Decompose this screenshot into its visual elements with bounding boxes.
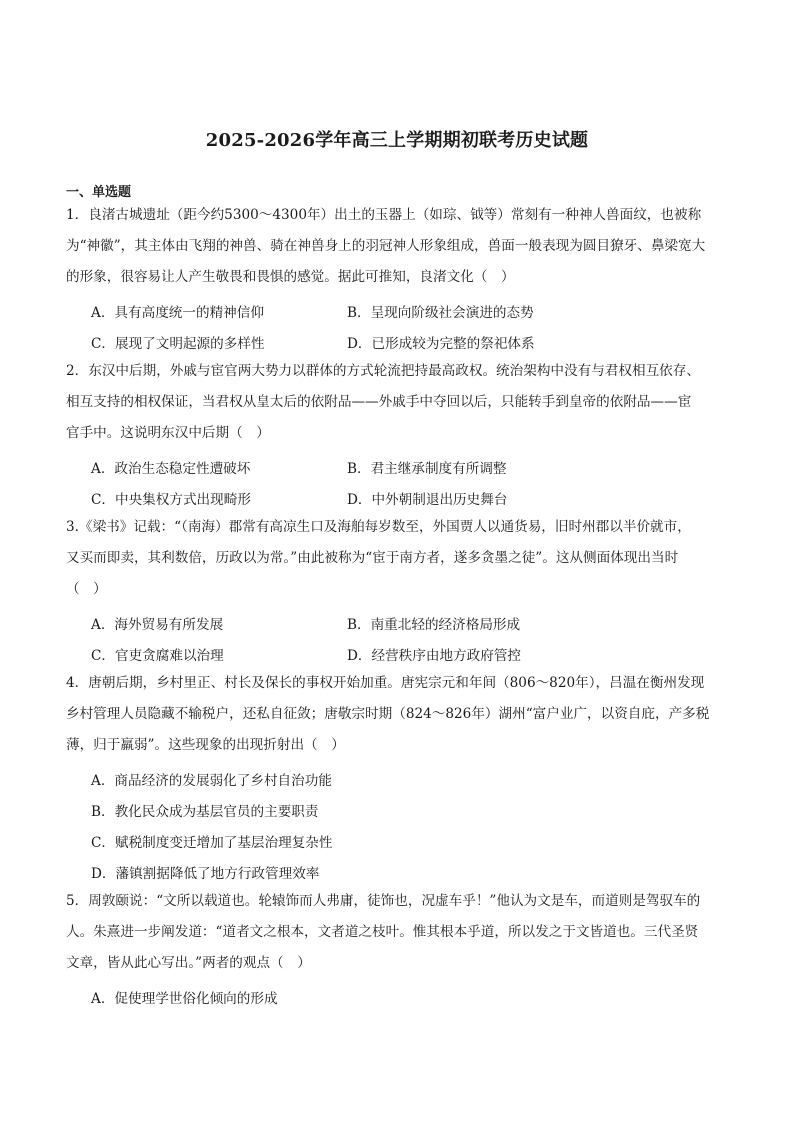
question-1-line-1: 1．良渚古城遗址（距今约5300～4300年）出土的玉器上（如琮、钺等）常刻有一种神人兽面纹，也被称: [66, 207, 702, 223]
question-3-line-3: （ ）: [66, 581, 107, 597]
question-2-option-d: D．中外朝制退出历史舞台: [347, 492, 508, 508]
question-5-option-a: A．促使理学世俗化倾向的形成: [91, 991, 278, 1007]
question-4-option-c: C．赋税制度变迁增加了基层治理复杂性: [91, 835, 333, 851]
question-1: [66, 200, 732, 293]
question-2-option-b: B．君主继承制度有所调整: [347, 461, 507, 477]
question-4-line-1: 4．唐朝后期，乡村里正、村长及保长的事权开始加重。唐宪宗元和年间（806～820年），吕温在衡州发现: [66, 675, 705, 691]
question-2-line-2: 相互支持的相权保证，当君权从皇太后的依附品——外戚手中夺回以后，只能转手到皇帝的依附品——宦: [66, 394, 692, 410]
question-4-option-d: D．藩镇割据降低了地方行政管理效率: [91, 866, 320, 882]
question-3-option-c: C．官吏贪腐难以治理: [91, 648, 224, 664]
question-2-option-a: A．政治生态稳定性遭破坏: [91, 461, 251, 477]
question-5: [66, 886, 732, 979]
question-1-line-2: 为“神徽”，其主体由飞翔的神兽、骑在神兽身上的羽冠神人形象组成，兽面一般表现为圆目獠牙、鼻梁宽大: [66, 238, 706, 254]
question-5-line-2: 人。朱熹进一步阐发道：“道者文之根本，文者道之枝叶。惟其根本乎道，所以发之于文皆道也。三代圣贤: [66, 924, 699, 940]
question-1-line-3: 的形象，很容易让人产生敬畏和畏惧的感觉。据此可推知，良渚文化（ ）: [66, 269, 515, 285]
question-4-option-b: B．教化民众成为基层官员的主要职责: [91, 804, 319, 820]
question-1-option-d: D．已形成较为完整的祭祀体系: [347, 336, 535, 352]
question-2-line-3: 官手中。这说明东汉中后期（ ）: [66, 425, 270, 441]
question-4: [66, 668, 732, 761]
question-5-line-3: 文章，皆从此心写出。”两者的观点（ ）: [66, 955, 311, 971]
question-3-line-1: 3.《梁书》记载：“（南海）郡常有高凉生口及海舶每岁数至，外国贾人以通货易，旧时州郡以半价就市，: [66, 519, 691, 535]
question-3-option-d: D．经营秩序由地方政府管控: [347, 648, 522, 664]
question-3: [66, 512, 732, 605]
question-2-option-c: C．中央集权方式出现畸形: [91, 492, 251, 508]
question-4-line-2: 乡村管理人员隐藏不输税户，还私自征敛；唐敬宗时期（824～826年）湖州“富户业广，以资自庇，产多税: [66, 706, 710, 722]
page-title: 2025-2026学年高三上学期期初联考历史试题: [205, 130, 589, 151]
question-1-option-c: C．展现了文明起源的多样性: [91, 336, 265, 352]
question-5-line-1: 5．周敦颐说：“文所以载道也。轮辕饰而人弗庸，徒饰也，况虚车乎！”他认为文是车，而道则是驾驭车的: [66, 893, 701, 909]
section-heading: 一、单选题: [66, 185, 132, 200]
question-3-option-a: A．海外贸易有所发展: [91, 617, 224, 633]
question-3-option-b: B．南重北轻的经济格局形成: [347, 617, 521, 633]
question-2-line-1: 2．东汉中后期，外戚与宦官两大势力以群体的方式轮流把持最高政权。统治架构中没有与君权相互依存、: [66, 363, 700, 379]
question-1-option-a: A．具有高度统一的精神信仰: [91, 305, 264, 321]
question-3-line-2: 又买而即卖，其利数倍，历政以为常。”由此被称为“宦于南方者，遂多贪墨之徒”。这从侧面体现出当时: [66, 550, 679, 566]
question-4-option-a: A．商品经济的发展弱化了乡村自治功能: [91, 773, 332, 789]
question-1-option-b: B．呈现向阶级社会演进的态势: [347, 305, 534, 321]
question-2: [66, 356, 732, 449]
question-4-line-3: 薄，归于羸弱”。这些现象的出现折射出（ ）: [66, 737, 345, 753]
